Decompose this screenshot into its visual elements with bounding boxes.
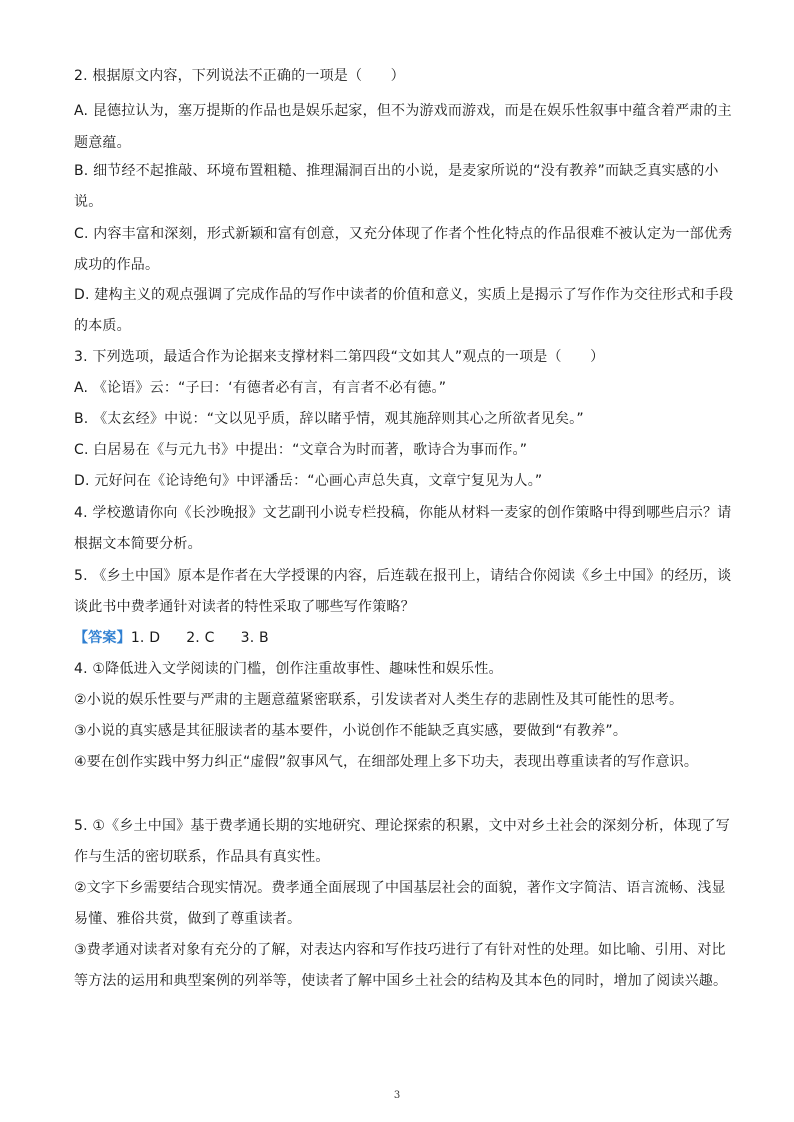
q2-option-c-line2: 成功的作品。 — [74, 257, 160, 273]
q5-line2: 谈此书中费孝通针对读者的特性采取了哪些写作策略？ — [74, 599, 415, 615]
answer4-point3: ③小说的真实感是其征服读者的基本要件，小说创作不能缺乏真实感，要做到“有教养”。 — [74, 723, 628, 739]
answer5-point3-line1: ③费孝通对读者对象有充分的了解，对表达内容和写作技巧进行了有针对性的处理。如比喻、引用、对比 — [74, 942, 726, 958]
q2-option-a-line1: A. 昆德拉认为，塞万提斯的作品也是娱乐起家，但不为游戏而游戏，而是在娱乐性叙事中蕴含着严肃的主 — [74, 103, 732, 119]
q3-option-b: B. 《太玄经》中说：“文以见乎质，辞以睹乎情，观其施辞则其心之所欲者见矣。” — [74, 411, 584, 427]
q4-line2: 根据文本简要分析。 — [74, 536, 202, 552]
q2-option-d-line2: 的本质。 — [74, 318, 131, 334]
answer5-point2-line1: ②文字下乡需要结合现实情况。费孝通全面展现了中国基层社会的面貌，著作文字简洁、语言流畅、浅显 — [74, 880, 726, 896]
q3-stem: 3. 下列选项，最适合作为论据来支撑材料二第四段“文如其人”观点的一项是（ ） — [74, 349, 605, 365]
answer-3: 3. B — [240, 630, 269, 646]
answer5-point2-line2: 易懂、雅俗共赏，做到了尊重读者。 — [74, 911, 302, 927]
answer5-point1-line2: 作与生活的密切联系，作品具有真实性。 — [74, 849, 330, 865]
q3-option-a: A. 《论语》云：“子曰：‘有德者必有言，有言者不必有德。” — [74, 380, 447, 396]
answer-1: 1. D — [130, 630, 161, 646]
q3-option-d: D. 元好问在《论诗绝句》中评潘岳：“心画心声总失真，文章宁复见为人。” — [74, 473, 543, 489]
q3-option-c: C. 白居易在《与元九书》中提出：“文章合为时而著，歌诗合为事而作。” — [74, 442, 528, 458]
q2-option-b-line1: B. 细节经不起推敲、环境布置粗糙、推理漏洞百出的小说，是麦家所说的“没有教养”而缺乏真实感的小 — [74, 163, 719, 179]
page-number: 3 — [393, 1090, 401, 1101]
q2-option-b-line2: 说。 — [74, 194, 103, 210]
answer5-point1-line1: 5. ①《乡土中国》基于费孝通长期的实地研究、理论探索的积累，文中对乡土社会的深刻分析，体现了写 — [74, 818, 730, 834]
answer-2: 2. C — [186, 630, 215, 646]
q2-option-c-line1: C. 内容丰富和深刻，形式新颖和富有创意，又充分体现了作者个性化特点的作品很难不被认定为一部优秀 — [74, 226, 733, 242]
answer-label: 【答案】 — [74, 630, 131, 646]
answer4-point1: 4. ①降低进入文学阅读的门槛，创作注重故事性、趣味性和娱乐性。 — [74, 661, 503, 677]
answer4-point4: ④要在创作实践中努力纠正“虚假”叙事风气，在细部处理上多下功夫，表现出尊重读者的写作意识。 — [74, 754, 699, 770]
q2-stem: 2. 根据原文内容，下列说法不正确的一项是（ ） — [74, 68, 405, 84]
q4-line1: 4. 学校邀请你向《长沙晚报》文艺副刊小说专栏投稿，你能从材料一麦家的创作策略中得到哪些启示？请 — [74, 505, 732, 521]
q2-option-d-line1: D. 建构主义的观点强调了完成作品的写作中读者的价值和意义，实质上是揭示了写作作为交往形式和手段 — [74, 287, 734, 303]
q2-option-a-line2: 题意蕴。 — [74, 135, 131, 151]
answer4-point2: ②小说的娱乐性要与严肃的主题意蕴紧密联系，引发读者对人类生存的悲剧性及其可能性的思考。 — [74, 692, 684, 708]
answer5-point3-line2: 等方法的运用和典型案例的列举等，使读者了解中国乡土社会的结构及其本色的同时，增加了阅读兴趣。 — [74, 973, 728, 989]
answer-row — [74, 628, 724, 648]
q5-line1: 5. 《乡土中国》原本是作者在大学授课的内容，后连载在报刊上，请结合你阅读《乡土中国》的经历，谈 — [74, 568, 732, 584]
